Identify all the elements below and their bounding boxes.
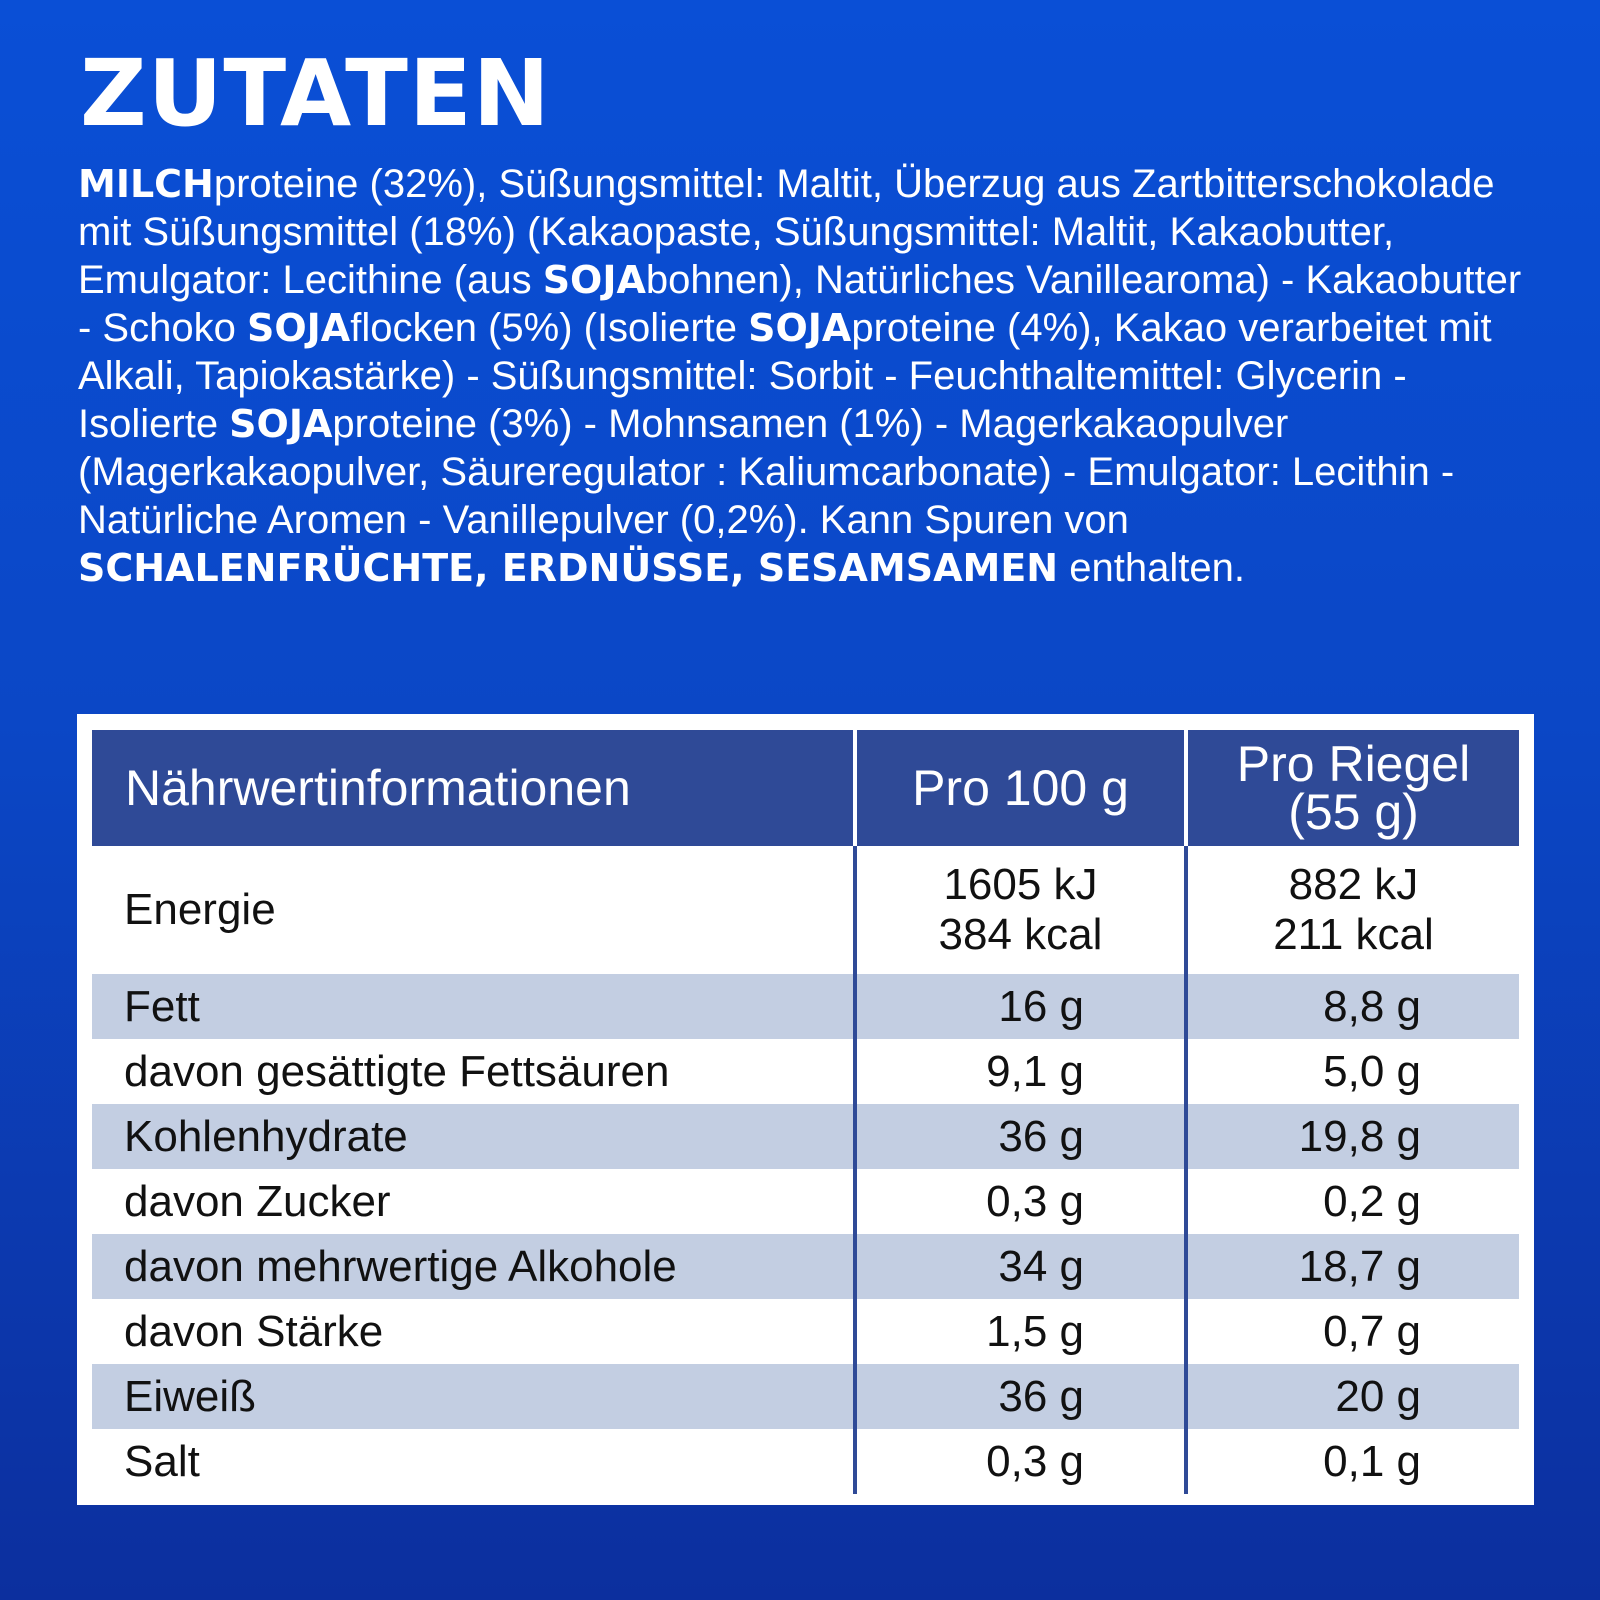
value-per-100g: 16 g [855,974,1186,1039]
header-per-100g: Pro 100 g [855,730,1186,846]
value-per-bar: 8,8 g [1186,974,1519,1039]
nutrition-table-frame [77,714,1534,1505]
header-per-bar-line2: (55 g) [1288,784,1419,840]
value-per-100g: 36 g [855,1104,1186,1169]
value-per-bar: 18,7 g [1186,1234,1519,1299]
value-per-100g: 34 g [855,1234,1186,1299]
header-per-bar [1186,730,1519,846]
allergen-highlight: SOJA [246,306,351,350]
table-row [92,1104,1519,1169]
page-title: ZUTATEN [80,40,551,147]
allergen-highlight: SOJA [229,402,333,446]
value-per-100g: 9,1 g [855,1039,1186,1104]
ingredient-segment: flocken (5%) (Isolierte [350,306,749,350]
ingredient-segment: proteine (3%) - Mohnsamen (1%) - Magerkakaopulver (Magerkakaopulver, Säureregulator : Kaliumcarbonate) - Emulgator: Lecithin - Natürliche Aromen - Vanillepulver (0,2%). Kann Spuren von [78,402,1455,542]
energy-per-100g-kj: 1605 kJ [943,860,1098,909]
row-label: davon gesättigte Fettsäuren [124,1046,670,1096]
row-label: Eiweiß [92,1364,855,1429]
nutrition-table [92,730,1519,1494]
table-row [92,1039,1519,1104]
value-per-100g: 1,5 g [855,1299,1186,1364]
ingredient-segment: bohnen), Natürliches Vanillearoma) - Kakaobutter - Schoko [78,258,1522,350]
table-row [92,1234,1519,1299]
table-row [92,1364,1519,1429]
table-header-row [92,730,1519,846]
ingredients-text [78,160,1538,592]
value-per-bar: 5,0 g [1186,1039,1519,1104]
table-row [92,1169,1519,1234]
table-row [92,1299,1519,1364]
row-label: davon Stärke [124,1306,384,1356]
ingredient-segment: enthalten. [1058,546,1245,590]
allergen-highlight: MILCH [78,162,214,206]
table-row [92,1429,1519,1494]
row-label: Fett [92,974,855,1039]
header-per-bar-line1: Pro Riegel [1236,736,1471,792]
energy-per-bar-kj: 882 kJ [1288,860,1419,909]
ingredient-segment: proteine (32%), Süßungsmittel: Maltit, Überzug aus Zartbitterschokolade mit Süßungsmittel (18%) (Kakaopaste, Süßungsmittel: Maltit, Kakaobutter, Emulgator: Lecithine (aus [78,162,1495,302]
energy-per-100g [855,846,1186,974]
row-label: Energie [124,885,276,934]
allergen-highlight: SOJA [542,258,646,302]
table-row [92,974,1519,1039]
value-per-100g: 0,3 g [855,1169,1186,1234]
value-per-100g: 0,3 g [855,1429,1186,1494]
value-per-bar: 0,7 g [1186,1299,1519,1364]
ingredient-segment: proteine (4%), Kakao verarbeitet mit Alkali, Tapiokastärke) - Süßungsmittel: Sorbit - Feuchthaltemittel: Glycerin - Isolierte [78,306,1492,446]
value-per-bar: 0,1 g [1186,1429,1519,1494]
allergen-highlight: SOJA [748,306,852,350]
energy-per-bar [1186,846,1519,974]
value-per-bar: 0,2 g [1186,1169,1519,1234]
table-row-energy [92,846,1519,974]
value-per-bar: 20 g [1186,1364,1519,1429]
row-label: Kohlenhydrate [92,1104,855,1169]
allergen-highlight: SCHALENFRÜCHTE, ERDNÜSSE, SESAMSAMEN [78,546,1059,590]
header-nutrition-info: Nährwertinformationen [92,730,855,846]
energy-per-100g-kcal: 384 kcal [938,910,1103,959]
row-label: davon Zucker [124,1176,391,1226]
energy-per-bar-kcal: 211 kcal [1273,910,1434,959]
row-label: davon mehrwertige Alkohole [92,1234,855,1299]
value-per-bar: 19,8 g [1186,1104,1519,1169]
value-per-100g: 36 g [855,1364,1186,1429]
row-label: Salt [124,1436,200,1486]
